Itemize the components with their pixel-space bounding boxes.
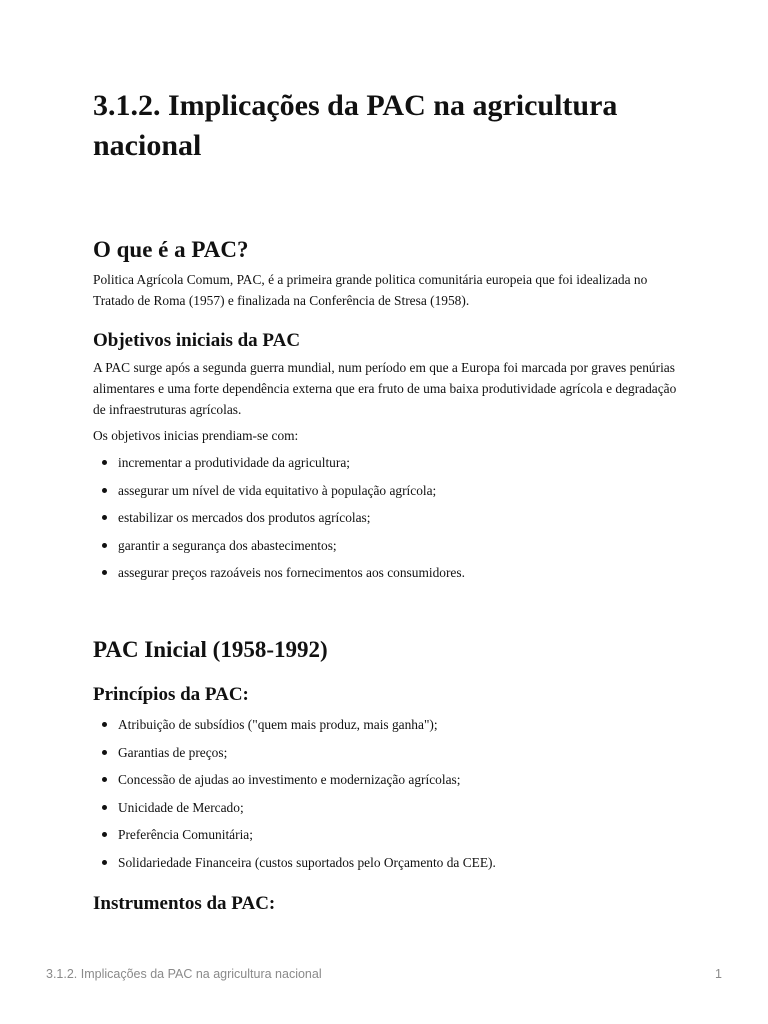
list-item-text: Preferência Comunitária; [118,827,253,842]
list-item-text: incrementar a produtividade da agricultura; [118,455,351,470]
section-heading-principles: Princípios da PAC: [93,684,249,705]
list-item [93,769,683,797]
list-item-text: assegurar um nível de vida equitativo à população agrícola; [118,482,437,498]
bullet-icon [102,750,107,755]
bullet-icon [102,832,107,837]
list-item [93,507,683,535]
bullet-icon [102,460,107,465]
footer-title: 3.1.2. Implicações da PAC na agricultura nacional [46,967,322,981]
list-item [93,535,683,563]
bullet-icon [102,777,107,782]
objectives-list [93,452,683,590]
bullet-icon [102,543,107,548]
list-item [93,852,683,880]
list-item-text: Atribuição de subsídios ("quem mais produz, mais ganha"); [118,717,438,732]
list-item-text: garantir a segurança dos abastecimentos; [118,537,337,553]
principles-list [93,714,683,879]
document-title: 3.1.2. Implicações da PAC na agricultura nacional [93,89,618,162]
footer-page-number: 1 [715,967,722,981]
bullet-icon [102,722,107,727]
list-item [93,480,683,508]
bullet-icon [102,805,107,810]
list-item [93,797,683,825]
list-item-text: estabilizar os mercados dos produtos agrícolas; [118,510,371,525]
bullet-icon [102,515,107,520]
list-item-text: Concessão de ajudas ao investimento e modernização agrícolas; [118,772,461,787]
section-heading-pac-initial: PAC Inicial (1958-1992) [93,637,328,662]
list-item-text: Solidariedade Financeira (custos suportados pelo Orçamento da CEE). [118,854,496,870]
bullet-icon [102,570,107,575]
section-heading-instruments: Instrumentos da PAC: [93,893,276,914]
section-heading-what-is-pac: O que é a PAC? [93,237,249,262]
paragraph-objectives-intro: Os objetivos inicias prendiam-se com: [93,428,299,443]
section-heading-objectives: Objetivos iniciais da PAC [93,330,301,351]
list-item [93,824,683,852]
list-item [93,452,683,480]
list-item [93,714,683,742]
bullet-icon [102,860,107,865]
list-item-text: assegurar preços razoáveis nos fornecimentos aos consumidores. [118,565,465,580]
paragraph-objectives: A PAC surge após a segunda guerra mundial, num período em que a Europa foi marcada por graves penúrias alimentares e uma forte dependência externa que era fruto de uma baixa produtividade agrícola e degradação de infraestruturas agrícolas. [93,360,677,417]
list-item-text: Garantias de preços; [118,744,228,760]
bullet-icon [102,488,107,493]
list-item [93,562,683,590]
list-item-text: Unicidade de Mercado; [118,799,244,815]
paragraph-what-is-pac: Politica Agrícola Comum, PAC, é a primeira grande politica comunitária europeia que foi idealizada no Tratado de Roma (1957) e finalizada na Conferência de Stresa (1958). [93,272,648,308]
list-item [93,742,683,770]
